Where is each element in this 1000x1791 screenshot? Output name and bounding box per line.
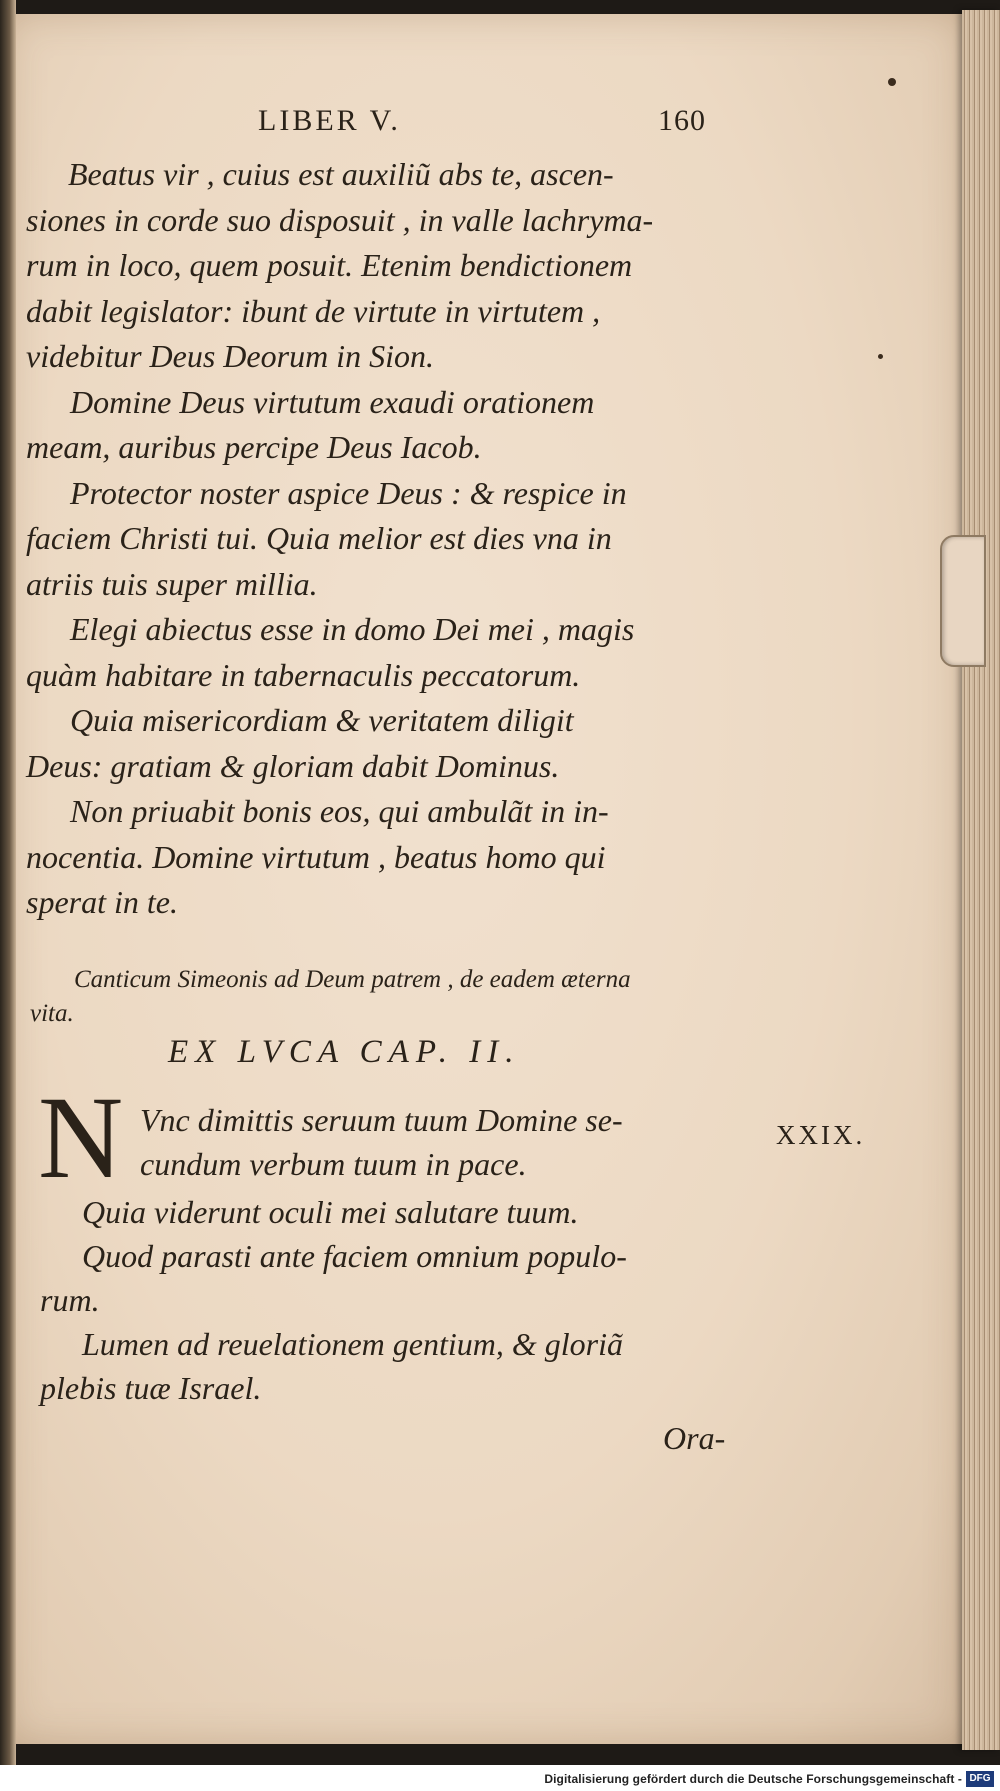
text-line: Quia misericordiam & veritatem diligit — [70, 702, 574, 738]
bookmark-tab — [940, 535, 986, 667]
page-fore-edge — [962, 10, 1000, 1750]
text-line: Vnc dimittis seruum tuum Domine se- — [140, 1102, 623, 1138]
psalm-text — [26, 152, 756, 926]
margin-number: XXIX. — [776, 1120, 866, 1150]
text-line: Domine Deus virtutum exaudi orationem — [70, 383, 595, 420]
running-title: LIBER V. — [258, 104, 401, 137]
footer-band — [0, 1765, 1000, 1791]
text-line: Elegi abiectus esse in domo Dei mei , magis — [70, 611, 635, 647]
text-line: Beatus vir , cuius est auxiliũ abs te, ascen- — [68, 156, 614, 192]
text-line: Quia viderunt oculi mei salutare tuum. — [82, 1194, 579, 1230]
ink-spot — [888, 78, 896, 86]
text-line: sperat in te. — [26, 884, 178, 920]
text-line: videbitur Deus Deorum in Sion. — [26, 338, 434, 374]
text-line: rum. — [40, 1282, 100, 1318]
text-line: faciem Christi tui. Quia melior est dies vna in — [26, 520, 612, 556]
canticle-text — [26, 1098, 756, 1410]
text-line: quàm habitare in tabernaculis peccatorum. — [26, 656, 581, 693]
text-line: Protector noster aspice Deus : & respice in — [70, 474, 627, 511]
page-number: 160 — [658, 104, 706, 137]
text-line: atriis tuis super millia. — [26, 565, 318, 602]
text-line: meam, auribus percipe Deus Iacob. — [26, 429, 482, 465]
rubric-line: vita. — [30, 1000, 74, 1027]
text-line: Non priuabit bonis eos, qui ambulãt in in- — [70, 793, 609, 829]
text-line: rum in loco, quem posuit. Etenim bendictionem — [26, 247, 633, 283]
text-line: Quod parasti ante faciem omnium populo- — [82, 1238, 627, 1274]
binding-edge — [0, 0, 16, 1791]
text-line: siones in corde suo disposuit , in valle lachryma- — [26, 201, 654, 238]
section-heading: EX LVCA CAP. II. — [168, 1034, 521, 1070]
rubric-line: Canticum Simeonis ad Deum patrem , de eadem æterna — [74, 966, 631, 993]
text-line: nocentia. Domine virtutum , beatus homo qui — [26, 838, 606, 875]
digitization-credit: Digitalisierung gefördert durch die Deutsche Forschungsgemeinschaft - — [544, 1772, 962, 1786]
text-line: Lumen ad reuelationem gentium, & gloriã — [82, 1326, 623, 1362]
ink-spot — [878, 354, 883, 359]
drop-cap: N — [38, 1072, 124, 1203]
text-line: cundum verbum tuum in pace. — [140, 1146, 527, 1182]
catchword: Ora- — [663, 1420, 726, 1456]
text-line: Deus: gratiam & gloriam dabit Dominus. — [26, 747, 560, 784]
dfg-logo: DFG — [966, 1771, 994, 1787]
text-line: plebis tuæ Israel. — [40, 1370, 262, 1406]
canticle-rubric — [30, 963, 764, 1031]
text-line: dabit legislator: ibunt de virtute in virtutem , — [26, 292, 601, 329]
